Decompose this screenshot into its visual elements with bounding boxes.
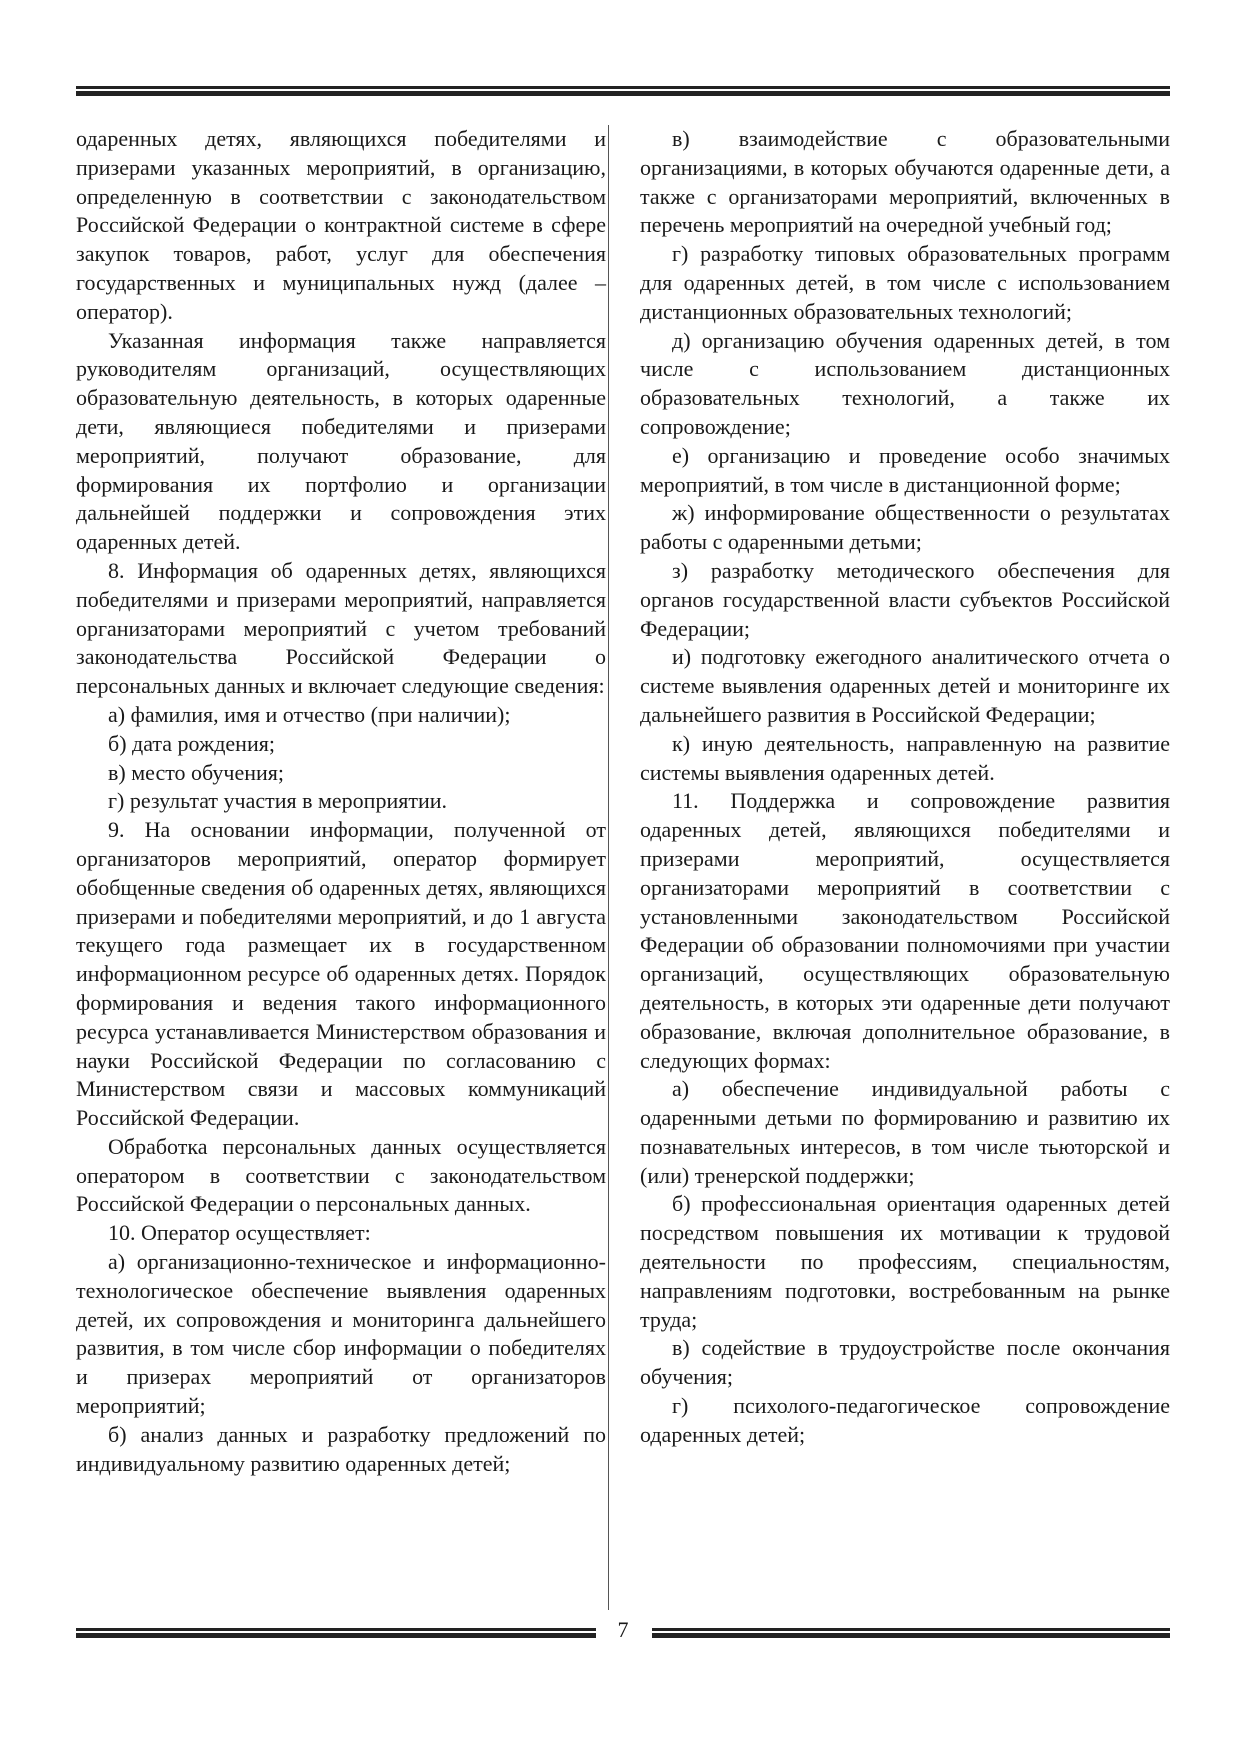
paragraph: 11. Поддержка и сопровождение развития одаренных детей, являющихся победителями и призерами мероприятий, осуществляется организаторами мероприятий в соответствии с установленными законодательством Российской Федерации об образовании полномочиями при участии организаций, осуществляющих образовательную деятельность, в которых эти одаренные дети получают образование, включая дополнительное образование, в следующих формах:	[640, 788, 1170, 1073]
list-item: г) психолого-педагогическое сопровождение одаренных детей;	[640, 1393, 1170, 1447]
paragraph: Обработка персональных данных осуществляется оператором в соответствии с законодательством Российской Федерации о персональных данных.	[76, 1133, 606, 1217]
list-item: а) организационно-техническое и информационно-технологическое обеспечение выявления одаренных детей, их сопровождения и мониторинга дальнейшего развития, в том числе сбор информации о победителях и призерах мероприятий от организаторов мероприятий;	[76, 1249, 606, 1419]
list-item: б) анализ данных и разработку предложений по индивидуальному развитию одаренных детей;	[76, 1421, 606, 1476]
list-item: г) результат участия в мероприятии.	[108, 788, 448, 814]
list-item: б) профессиональная ориентация одаренных детей посредством повышения их мотивации к трудовой деятельности по профессиям, специальностям, направлениям подготовки, востребованным на рынке труда;	[640, 1191, 1170, 1332]
column-divider	[608, 125, 609, 1610]
list-item: а) обеспечение индивидуальной работы с одаренными детьми по формированию и развитию их познавательных интересов, в том числе тьюторской и (или) тренерской поддержки;	[640, 1076, 1170, 1188]
list-item: в) взаимодействие с образовательными организациями, в которых обучаются одаренные дети, а также с организаторами мероприятий, включенных в перечень мероприятий на очередной учебный год;	[640, 126, 1170, 238]
paragraph: одаренных детях, являющихся победителями и призерами указанных мероприятий, в организацию, определенную в соответствии с законодательством Российской Федерации о контрактной системе в сфере закупок товаров, работ, услуг для обеспечения государственных и муниципальных нужд (далее – оператор).	[76, 126, 606, 324]
list-item: а) фамилия, имя и отчество (при наличии);	[108, 701, 511, 727]
list-item: в) место обучения;	[108, 759, 284, 785]
paragraph: Указанная информация также направляется руководителям организаций, осуществляющих образовательную деятельность, в которых одаренные дети, являющиеся победителями и призерами мероприятий, получают образование, для формирования их портфолио и организации дальнейшей поддержки и сопровождения этих одаренных детей.	[76, 327, 606, 555]
list-item: г) разработку типовых образовательных программ для одаренных детей, в том числе с использованием дистанционных образовательных технологий;	[640, 241, 1170, 324]
page-number: 7	[617, 1617, 629, 1642]
paragraph: 9. На основании информации, полученной от организаторов мероприятий, оператор формирует обобщенные сведения об одаренных детях, являющихся призерами и победителями мероприятий, и до 1 августа текущего года размещает их в государственном информационном ресурсе об одаренных детях. Порядок формирования и ведения такого информационного ресурса устанавливается Министерством образования и науки Российской Федерации по согласованию с Министерством связи и массовых коммуникаций Российской Федерации.	[76, 817, 606, 1131]
paragraph: 8. Информация об одаренных детях, являющихся победителями и призерами мероприятий, направляется организаторами мероприятий с учетом требований законодательства Российской Федерации о персональных данных и включает следующие сведения:	[76, 557, 606, 699]
list-item: д) организацию обучения одаренных детей, в том числе с использованием дистанционных образовательных технологий, а также их сопровождение;	[640, 327, 1170, 439]
list-item: б) дата рождения;	[108, 730, 275, 756]
left-column	[76, 125, 606, 1478]
list-item: з) разработку методического обеспечения для органов государственной власти субъектов Российской Федерации;	[640, 557, 1170, 641]
right-column	[640, 125, 1170, 1450]
list-item: е) организацию и проведение особо значимых мероприятий, в том числе в дистанционной форме;	[640, 442, 1170, 497]
list-item: в) содействие в трудоустройстве после окончания обучения;	[640, 1335, 1170, 1390]
bottom-rule-right	[652, 1628, 1170, 1638]
paragraph: 10. Оператор осуществляет:	[108, 1220, 371, 1246]
top-rule	[76, 86, 1170, 96]
list-item: и) подготовку ежегодного аналитического отчета о системе выявления одаренных детей и мониторинге их дальнейшего развития в Российской Федерации;	[640, 644, 1170, 727]
list-item: к) иную деятельность, направленную на развитие системы выявления одаренных детей.	[640, 730, 1170, 785]
list-item: ж) информирование общественности о результатах работы с одаренными детьми;	[640, 500, 1170, 555]
bottom-rule-left	[76, 1628, 596, 1638]
